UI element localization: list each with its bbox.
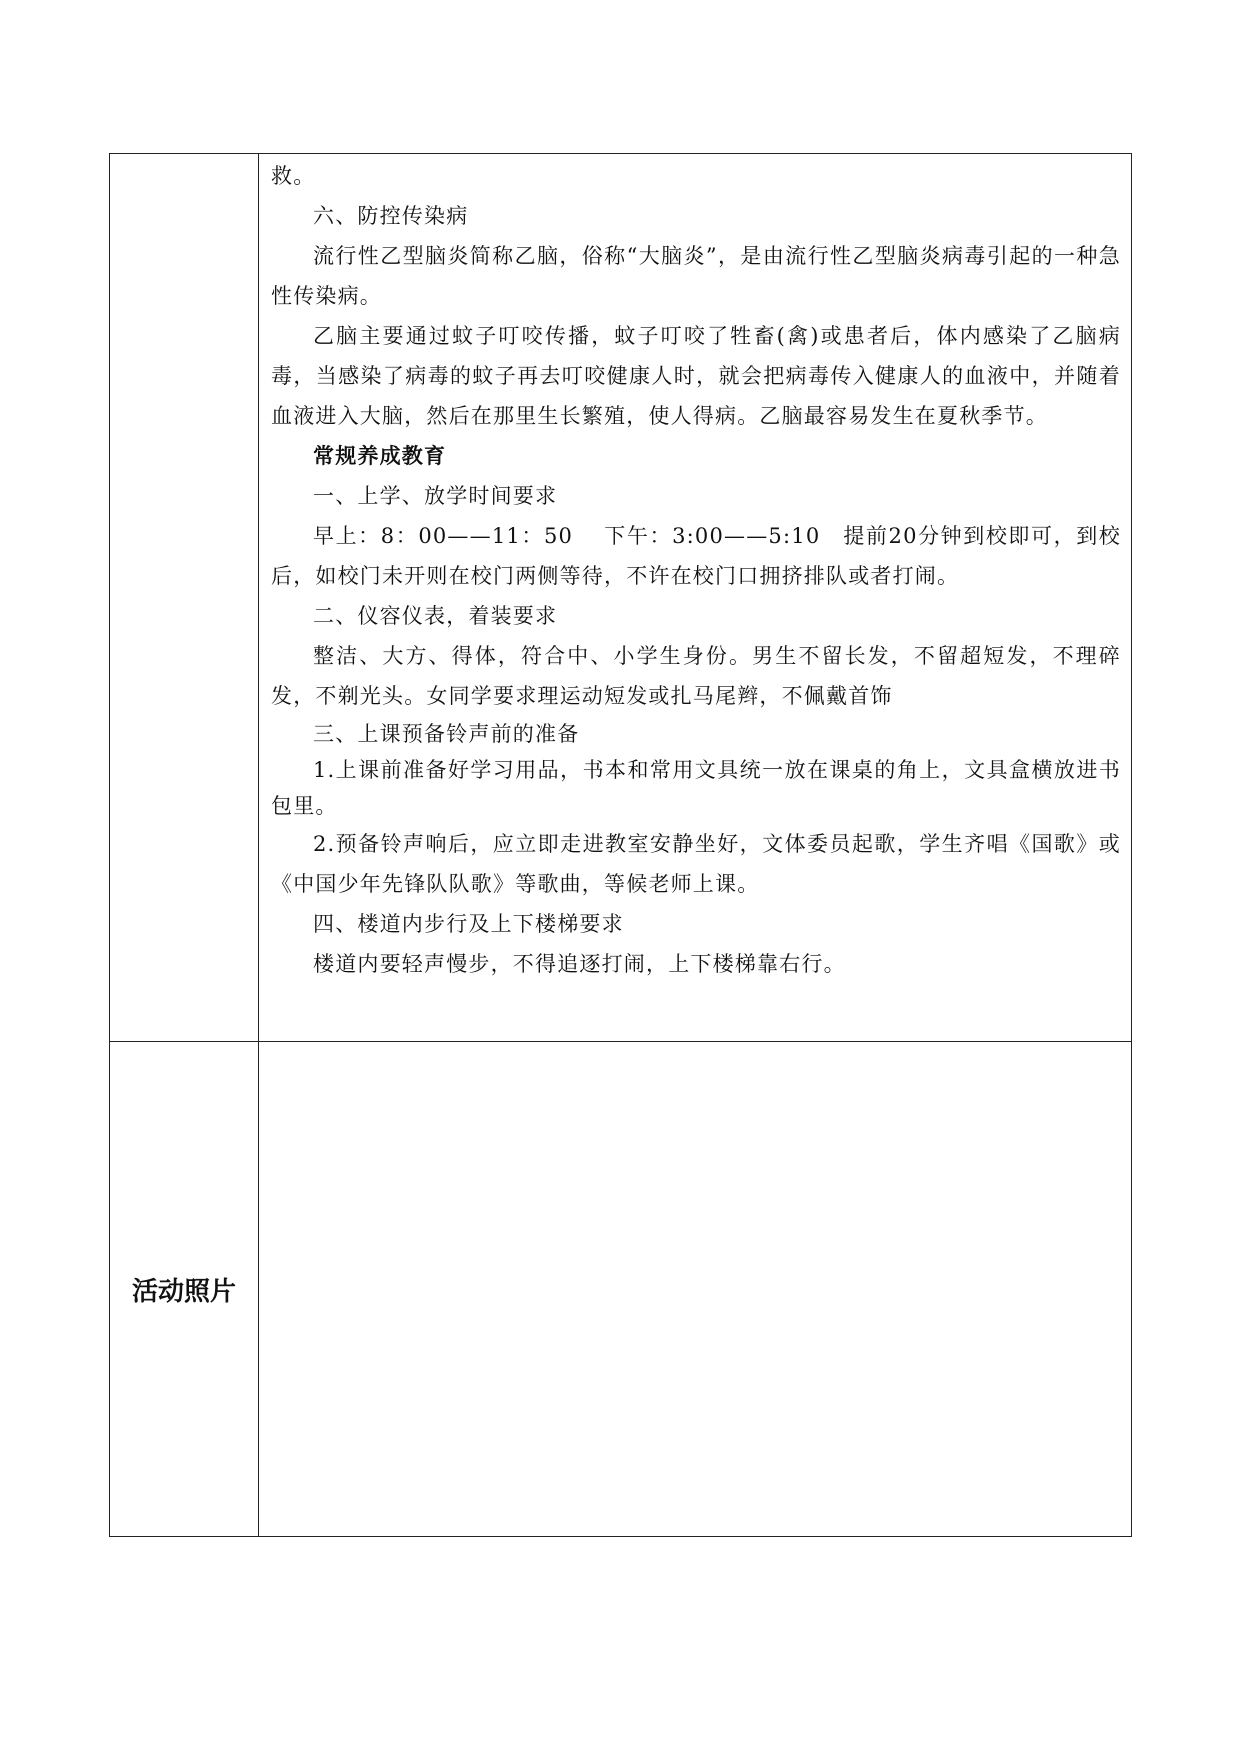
photo-row <box>110 1042 1131 1536</box>
paragraph-encephalitis-transmission: 乙脑主要通过蚊子叮咬传播，蚊子叮咬了牲畜(禽)或患者后，体内感染了乙脑病毒，当感染了病毒的蚊子再去叮咬健康人时，就会把病毒传入健康人的血液中，并随着血液进入大脑，然后在那里生长繁殖，使人得病。乙脑最容易发生在夏秋季节。 <box>271 324 1121 428</box>
photo-label: 活动照片 <box>110 1042 259 1536</box>
paragraph-corridor-rules: 楼道内要轻声慢步，不得追逐打闹，上下楼梯靠右行。 <box>313 952 846 976</box>
heading-routine-education: 常规养成教育 <box>313 444 447 468</box>
heading-corridor-rules: 四、楼道内步行及上下楼梯要求 <box>313 912 624 936</box>
paragraph-preparation-1: 1.上课前准备好学习用品，书本和常用文具统一放在课桌的角上，文具盒横放进书包里。 <box>271 758 1121 818</box>
heading-dress-code: 二、仪容仪表，着装要求 <box>313 604 558 628</box>
paragraph-encephalitis-intro: 流行性乙型脑炎简称乙脑，俗称“大脑炎”，是由流行性乙型脑炎病毒引起的一种急性传染病。 <box>271 244 1121 308</box>
paragraph-continuation: 救。 <box>271 164 316 188</box>
photo-area <box>259 1042 1131 1536</box>
content-row <box>110 154 1131 1042</box>
paragraph-school-time: 早上：8：00——11：50 下午：3:00——5:10 提前20分钟到校即可，到校后，如校门未开则在校门两侧等待，不许在校门口拥挤排队或者打闹。 <box>271 524 1121 588</box>
heading-school-time: 一、上学、放学时间要求 <box>313 484 558 508</box>
heading-disease-control: 六、防控传染病 <box>313 204 469 228</box>
content-cell <box>259 154 1131 1041</box>
record-table <box>109 153 1132 1537</box>
paragraph-preparation-2: 2.预备铃声响后，应立即走进教室安静坐好，文体委员起歌，学生齐唱《国歌》或《中国少年先锋队队歌》等歌曲，等候老师上课。 <box>271 832 1121 896</box>
paragraph-dress-code: 整洁、大方、得体，符合中、小学生身份。男生不留长发，不留超短发，不理碎发，不剃光头。女同学要求理运动短发或扎马尾辫，不佩戴首饰 <box>271 644 1121 708</box>
empty-label-cell <box>110 154 259 1041</box>
heading-class-preparation: 三、上课预备铃声前的准备 <box>313 722 580 746</box>
